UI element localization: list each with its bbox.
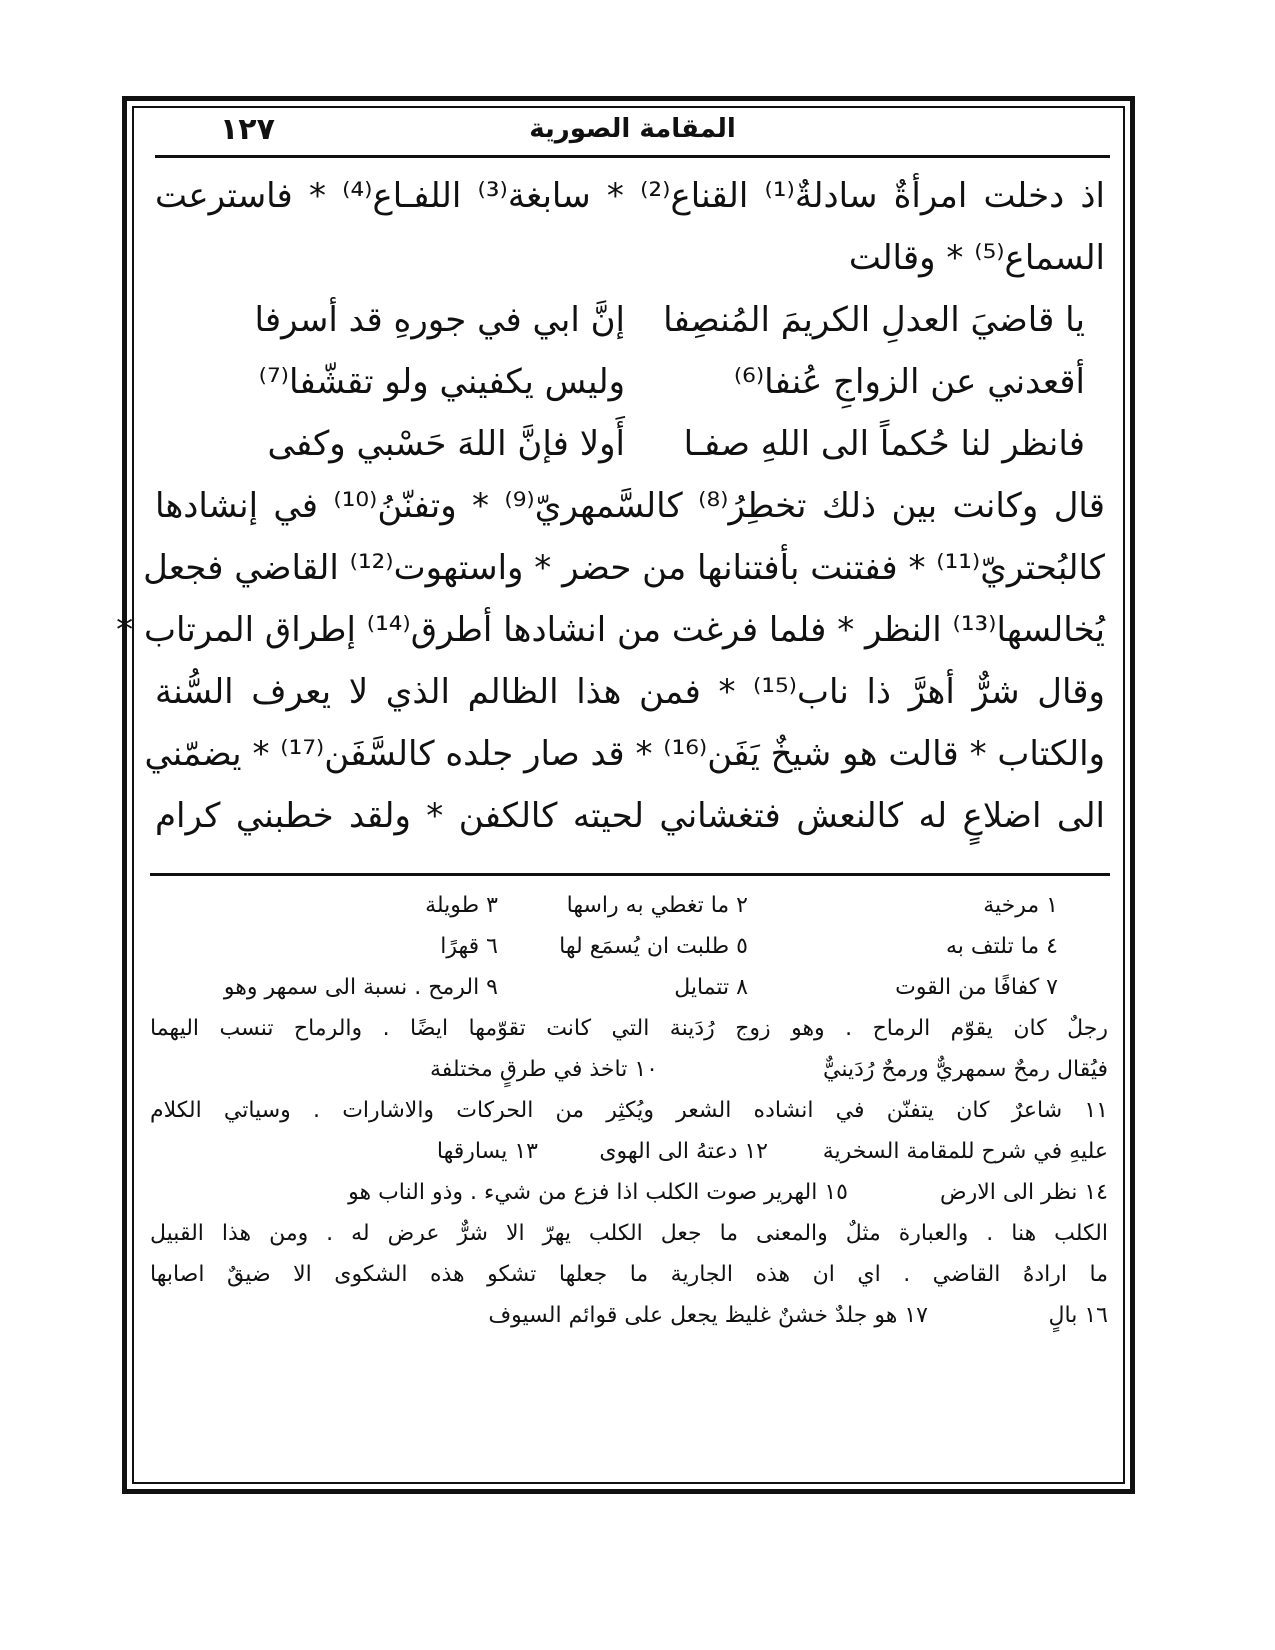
text-line: كالبُحتريّ⁽¹¹⁾ * ففتنت بأفتنانها من حضر * واستهوت⁽¹²⁾ القاضي فجعل <box>143 548 1105 588</box>
verse-line <box>155 351 1105 413</box>
text-line: قال وكانت بين ذلك تخطِرُ⁽⁸⁾ كالسَّمهريّ⁽⁹⁾ * وتفنّنُ⁽¹⁰⁾ في إنشادها <box>155 486 1106 526</box>
verse-line <box>155 289 1105 351</box>
verse-hemistich-first: أقعدني عن الزواجِ عُنفا⁽⁶⁾ <box>733 362 1085 402</box>
footnote: فيُقال رمحٌ سمهريٌّ ورمحٌ رُدَينيٌّ <box>823 1057 1108 1082</box>
footnote: ١٠ تاخذ في طرقٍ مختلفة <box>430 1057 658 1082</box>
footnote: ١ مرخية <box>983 893 1058 918</box>
footnote-line: الكلب هنا . والعبارة مثلٌ والمعنى ما جعل الكلب يهرّ الا شرٌّ عرض له . ومن هذا القبيل <box>150 1221 1108 1246</box>
verse-hemistich-second: إنَّ ابي في جورهِ قد أسرفا <box>254 300 625 340</box>
footnote: عليهِ في شرح للمقامة السخرية <box>822 1139 1108 1164</box>
page-header <box>160 112 1105 152</box>
footnote-line: رجلٌ كان يقوّم الرماح . وهو زوج رُدَينة التي كانت تقوّمها ايضًا . والرماح تنسب اليهما <box>150 1016 1108 1041</box>
footnote: ٩ الرمح . نسبة الى سمهر وهو <box>223 975 498 1000</box>
footnote-row <box>150 885 1108 926</box>
verse-hemistich-first: يا قاضيَ العدلِ الكريمَ المُنصِفا <box>663 300 1085 340</box>
verse-hemistich-first: فانظر لنا حُكماً الى اللهِ صفـا <box>683 424 1085 464</box>
footnote: ١٣ يسارقها <box>436 1139 538 1164</box>
text-line: وقال شرٌّ أهرَّ ذا ناب⁽¹⁵⁾ * فمن هذا الظالم الذي لا يعرف السُّنة <box>155 672 1105 712</box>
main-text <box>116 165 1106 847</box>
page-number: ١٢٧ <box>220 112 275 147</box>
footnote: ٣ طويلة <box>425 893 498 918</box>
footnote-row <box>150 1131 1108 1172</box>
footnote: ١٦ بالٍ <box>1048 1303 1108 1328</box>
running-title: المقامة الصورية <box>529 114 736 144</box>
footnote-row <box>150 1049 1108 1090</box>
footnote-row <box>150 1295 1108 1336</box>
footnote-rule <box>150 873 1110 876</box>
header-rule <box>155 155 1110 158</box>
footnotes <box>150 885 1108 1336</box>
footnote: ١٥ الهرير صوت الكلب اذا فزع من شيء . وذو الناب هو <box>348 1180 848 1205</box>
footnote: ١٢ دعتهُ الى الهوى <box>599 1139 768 1164</box>
footnote: ٥ طلبت ان يُسمَع لها <box>559 934 748 959</box>
verse-hemistich-second: أَولا فإنَّ اللهَ حَسْبي وكفى <box>267 424 625 464</box>
footnote-row <box>150 967 1108 1008</box>
footnote-row <box>150 1172 1108 1213</box>
footnote: ١٧ هو جلدٌ خشنٌ غليظ يجعل على قوائم السيوف <box>488 1303 928 1328</box>
text-line: السماع⁽⁵⁾ * وقالت <box>848 238 1105 278</box>
verse-line <box>155 413 1105 475</box>
footnote: ٤ ما تلتف به <box>945 934 1058 959</box>
footnote: ٢ ما تغطي به راسها <box>566 893 748 918</box>
footnote: ٨ تتمايل <box>674 975 748 1000</box>
text-line: يُخالسها⁽¹³⁾ النظر * فلما فرغت من انشادها أطرق⁽¹⁴⁾ إطراق المرتاب * <box>116 610 1105 650</box>
text-line: اذ دخلت امرأةٌ سادلةٌ⁽¹⁾ القناع⁽²⁾ * سابغة⁽³⁾ اللفـاع⁽⁴⁾ * فاسترعت <box>155 176 1105 216</box>
footnote-line: ما ارادهُ القاضي . اي ان هذه الجارية ما جعلها تشكو هذه الشكوى الا ضيقٌ اصابها <box>150 1262 1108 1287</box>
verse-hemistich-second: وليس يكفيني ولو تقشّفا⁽⁷⁾ <box>258 362 625 402</box>
footnote: ٦ قهرًا <box>440 934 498 959</box>
text-line: والكتاب * قالت هو شيخٌ يَفَن⁽¹⁶⁾ * قد صار جلده كالسَّفَن⁽¹⁷⁾ * يضمّني <box>144 734 1105 774</box>
text-line: الى اضلاعٍ له كالنعش فتغشاني لحيته كالكفن * ولقد خطبني كرام <box>155 796 1105 836</box>
footnote-row <box>150 926 1108 967</box>
footnote: ٧ كفافًا من القوت <box>895 975 1058 1000</box>
footnote: ١٤ نظر الى الارض <box>940 1180 1108 1205</box>
footnote-line: ١١ شاعرٌ كان يتفنّن في انشاده الشعر ويُكثِر من الحركات والاشارات . وسياتي الكلام <box>150 1098 1108 1123</box>
